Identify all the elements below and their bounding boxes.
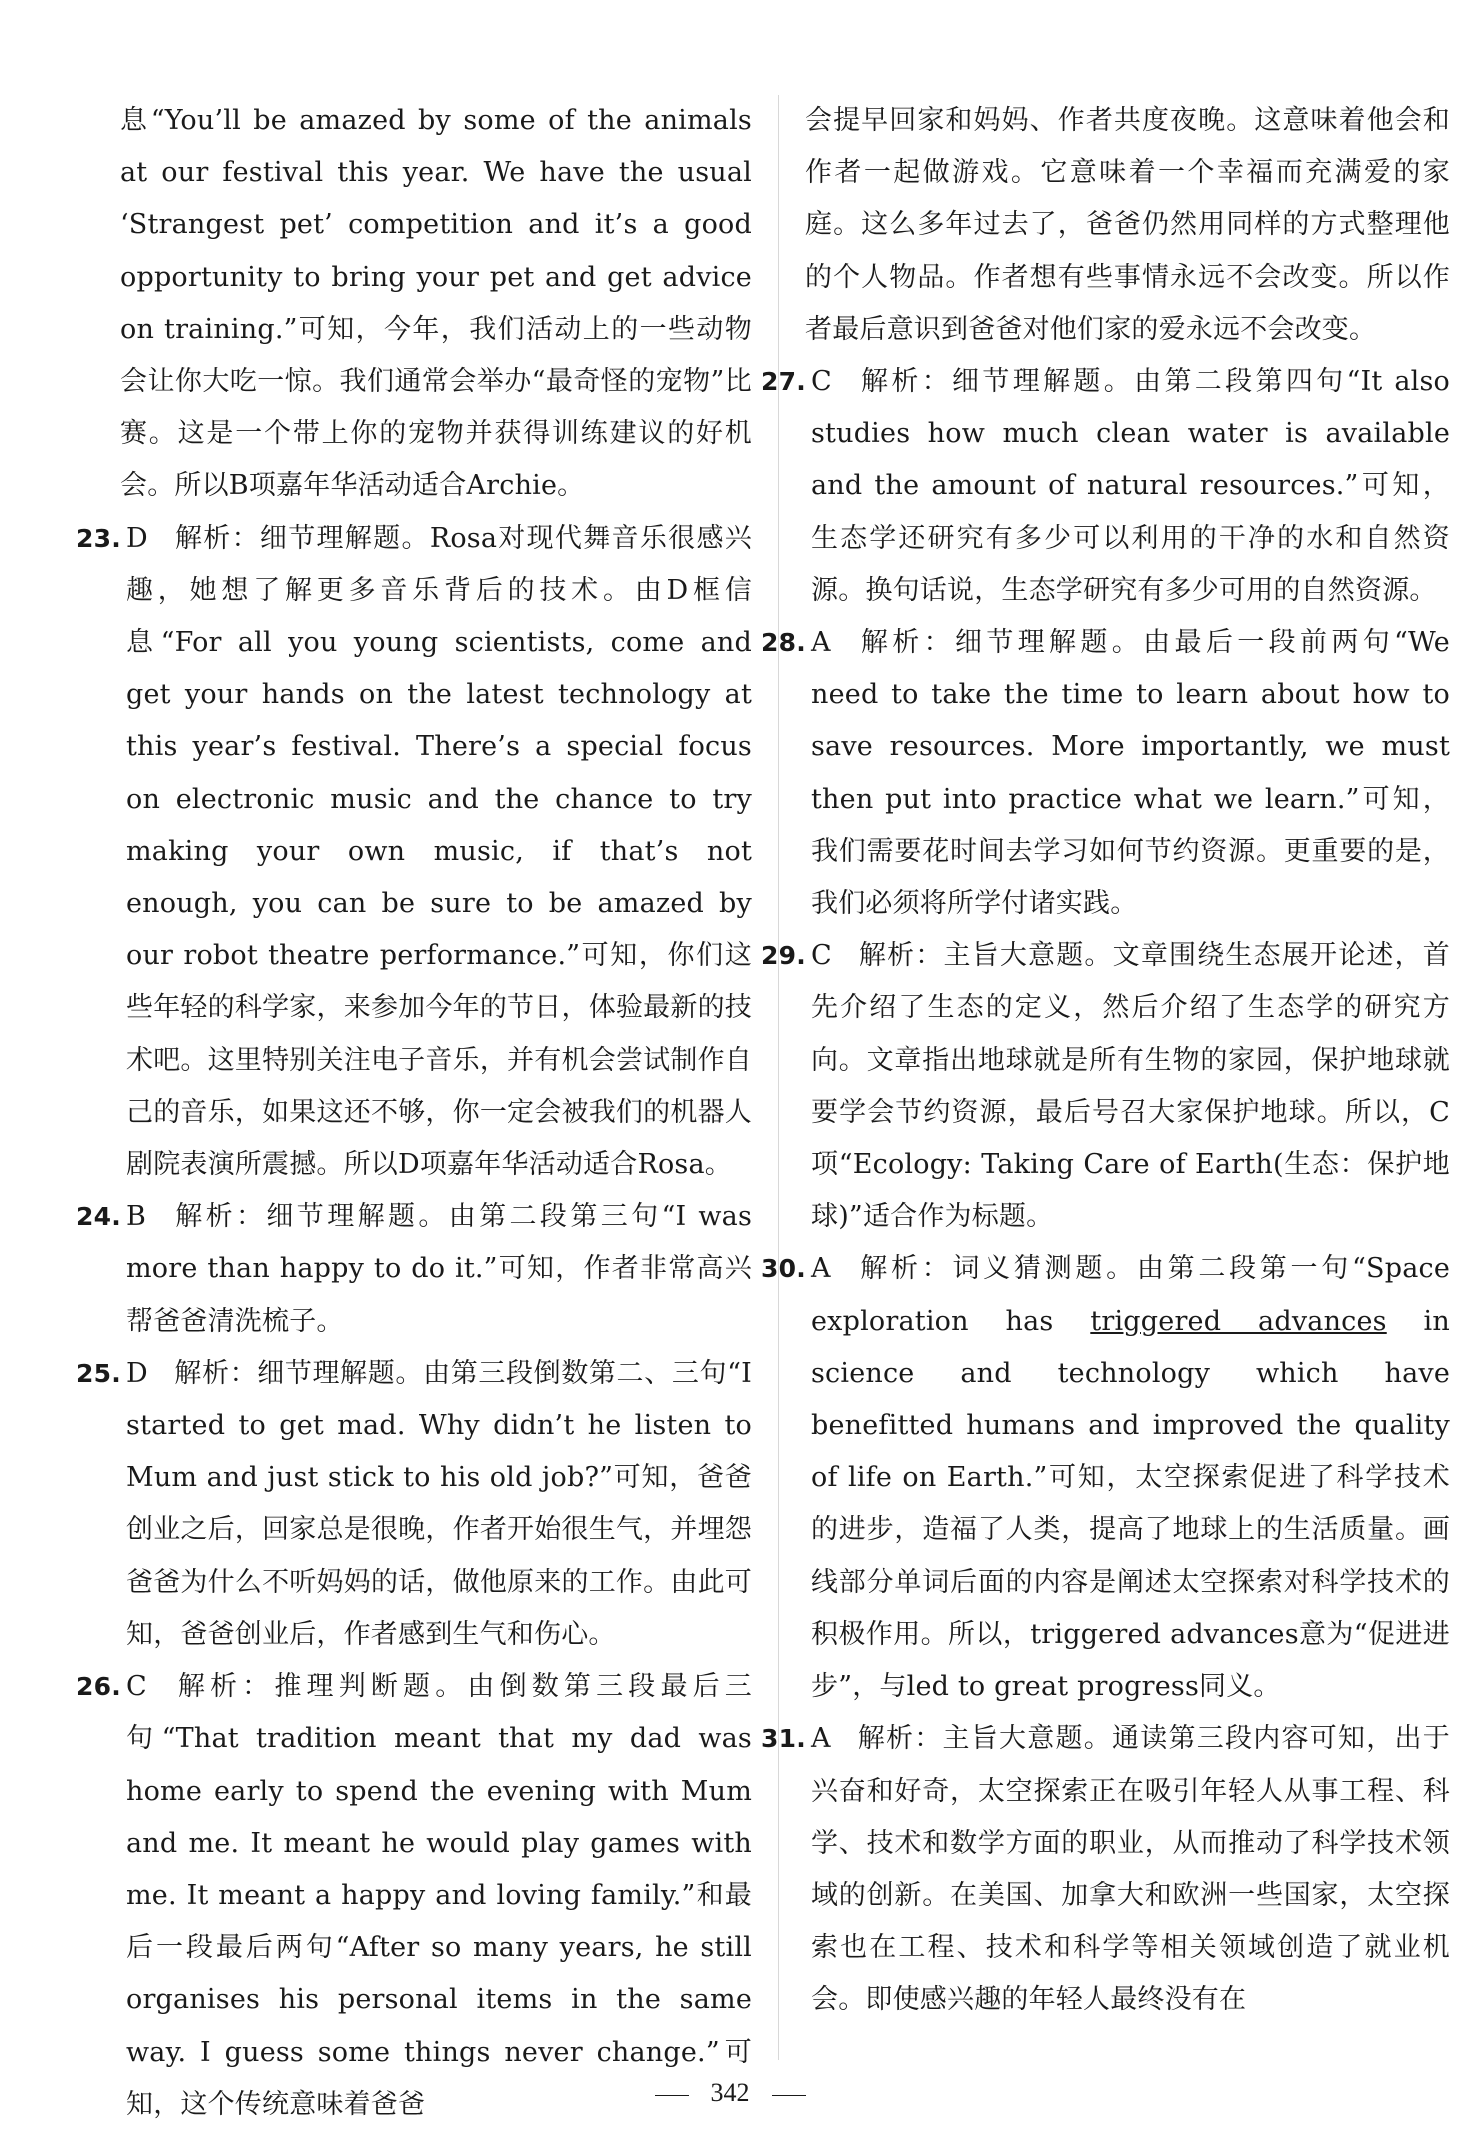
question-number: 27. <box>761 367 806 397</box>
explanation-text: 解析：主旨大意题。通读第三段内容可知，出于兴奋和好奇，太空探索正在吸引年轻人从事工程、科学、技术和数学方面的职业，从而推动了科学技术领域的创新。在美国、加拿大和欧洲一些国家，太空探索也在工程、技术和科学等相关领域创造了就业机会。即使感兴趣的年轻人最终没有在 <box>811 1723 1450 2016</box>
answer-letter: B <box>126 1201 147 1233</box>
answer-letter: A <box>811 1253 831 1285</box>
answer-item-23 <box>76 513 752 1192</box>
question-number: 30. <box>761 1254 806 1284</box>
explanation-text: 解析：推理判断题。由倒数第三段最后三句“That tradition meant that my dad was home early to spend the evening with Mum and me. It meant he would play games with me. It meant a happy and loving family.”和最后一段最后两句“After so many years, he still organises his personal items in the same way. I guess some things never change.”可知，这个传统意味着爸爸 <box>126 1671 752 2120</box>
answer-letter: C <box>126 1671 147 1703</box>
answer-item-29 <box>761 930 1450 1243</box>
answer-letter: D <box>126 522 148 554</box>
explanation-text: 解析：细节理解题。由最后一段前两句“We need to take the time to learn about how to save resources. More importantly, we must then put into practice what we learn.”可知，我们需要花时间去学习如何节约资源。更重要的是，我们必须将所学付诸实践。 <box>811 627 1450 920</box>
answer-letter: C <box>811 366 832 398</box>
explanation-text: 解析：细节理解题。由第二段第四句“It also studies how much clean water is available and the amount of natural resources.”可知，生态学还研究有多少可以利用的干净的水和自然资源。换句话说，生态学研究有多少可用的自然资源。 <box>811 366 1450 606</box>
page-number: 342 <box>710 2078 750 2107</box>
answer-item-31 <box>761 1713 1450 2026</box>
footer-dash-left <box>655 2095 689 2096</box>
answer-item-30 <box>761 1243 1450 1713</box>
question-number: 25. <box>76 1358 121 1388</box>
question-number: 24. <box>76 1202 121 1232</box>
answer-item-28 <box>761 617 1450 930</box>
question-number: 23. <box>76 523 121 553</box>
explanation-text: 解析：主旨大意题。文章围绕生态展开论述，首先介绍了生态的定义，然后介绍了生态学的研究方向。文章指出地球就是所有生物的家园，保护地球就要学会节约资源，最后号召大家保护地球。所以，C项“Ecology: Taking Care of Earth(生态：保护地球)”适合作为标题。 <box>811 940 1450 1233</box>
answer-item-24 <box>76 1191 752 1348</box>
explanation-text-continued: in science and technology which have benefitted humans and improved the quality of life on Earth.”可知，太空探索促进了科学技术的进步，造福了人类，提高了地球上的生活质量。画线部分单词后面的内容是阐述太空探索对科学技术的积极作用。所以，triggered advances意为“促进进步”，与led to great progress同义。 <box>811 1305 1450 1703</box>
question-number: 26. <box>76 1672 121 1702</box>
answer-item-25 <box>76 1348 752 1661</box>
answer-item-27 <box>761 356 1450 617</box>
explanation-text: 解析：细节理解题。由第三段倒数第二、三句“I started to get mad. Why didn’t he listen to Mum and just stick to his old job?”可知，爸爸创业之后，回家总是很晚，作者开始很生气，并埋怨爸爸为什么不听妈妈的话，做他原来的工作。由此可知，爸爸创业后，作者感到生气和伤心。 <box>126 1357 752 1650</box>
explanation-text: 解析：细节理解题。Rosa对现代舞音乐很感兴趣，她想了解更多音乐背后的技术。由D框信息“For all you young scientists, come and get your hands on the latest technology at this year’s festival. There’s a special focus on electronic music and the chance to try making your own music, if that’s not enough, you can be sure to be amazed by our robot theatre performance.”可知，你们这些年轻的科学家，来参加今年的节日，体验最新的技术吧。这里特别关注电子音乐，并有机会尝试制作自己的音乐，如果这还不够，你一定会被我们的机器人剧院表演所震撼。所以D项嘉年华活动适合Rosa。 <box>126 522 752 1181</box>
continuation-text: 会提早回家和妈妈、作者共度夜晚。这意味着他会和作者一起做游戏。它意味着一个幸福而充满爱的家庭。这么多年过去了，爸爸仍然用同样的方式整理他的个人物品。作者想有些事情永远不会改变。所以作者最后意识到爸爸对他们家的爱永远不会改变。 <box>805 105 1450 345</box>
question-number: 29. <box>761 941 806 971</box>
explanation-text: 解析：细节理解题。由第二段第三句“I was more than happy to do it.”可知，作者非常高兴帮爸爸清洗梳子。 <box>126 1201 752 1337</box>
question-number: 31. <box>761 1724 806 1754</box>
left-column <box>76 95 752 2131</box>
footer-dash-right <box>772 2095 806 2096</box>
continuation-text: 息“You’ll be amazed by some of the animals at our festival this year. We have the usual ‘Strangest pet’ competition and it’s a good opportunity to bring your pet and get advice on training.”可知，今年，我们活动上的一些动物会让你大吃一惊。我们通常会举办“最奇怪的宠物”比赛。这是一个带上你的宠物并获得训练建议的好机会。所以B项嘉年华活动适合Archie。 <box>120 105 752 502</box>
question-number: 28. <box>761 628 806 658</box>
underlined-phrase: triggered advances <box>1090 1305 1387 1337</box>
answer-letter: C <box>811 940 832 972</box>
answer-letter: A <box>811 627 831 659</box>
page-footer <box>0 2078 1460 2108</box>
answer-letter: D <box>126 1357 148 1389</box>
explanation-text: 解析：词义猜测题。由第二段第一句“Space exploration has <box>811 1253 1450 1337</box>
answer-letter: A <box>811 1723 831 1755</box>
answer-item-26 <box>76 1661 752 2131</box>
right-column <box>761 95 1450 2027</box>
